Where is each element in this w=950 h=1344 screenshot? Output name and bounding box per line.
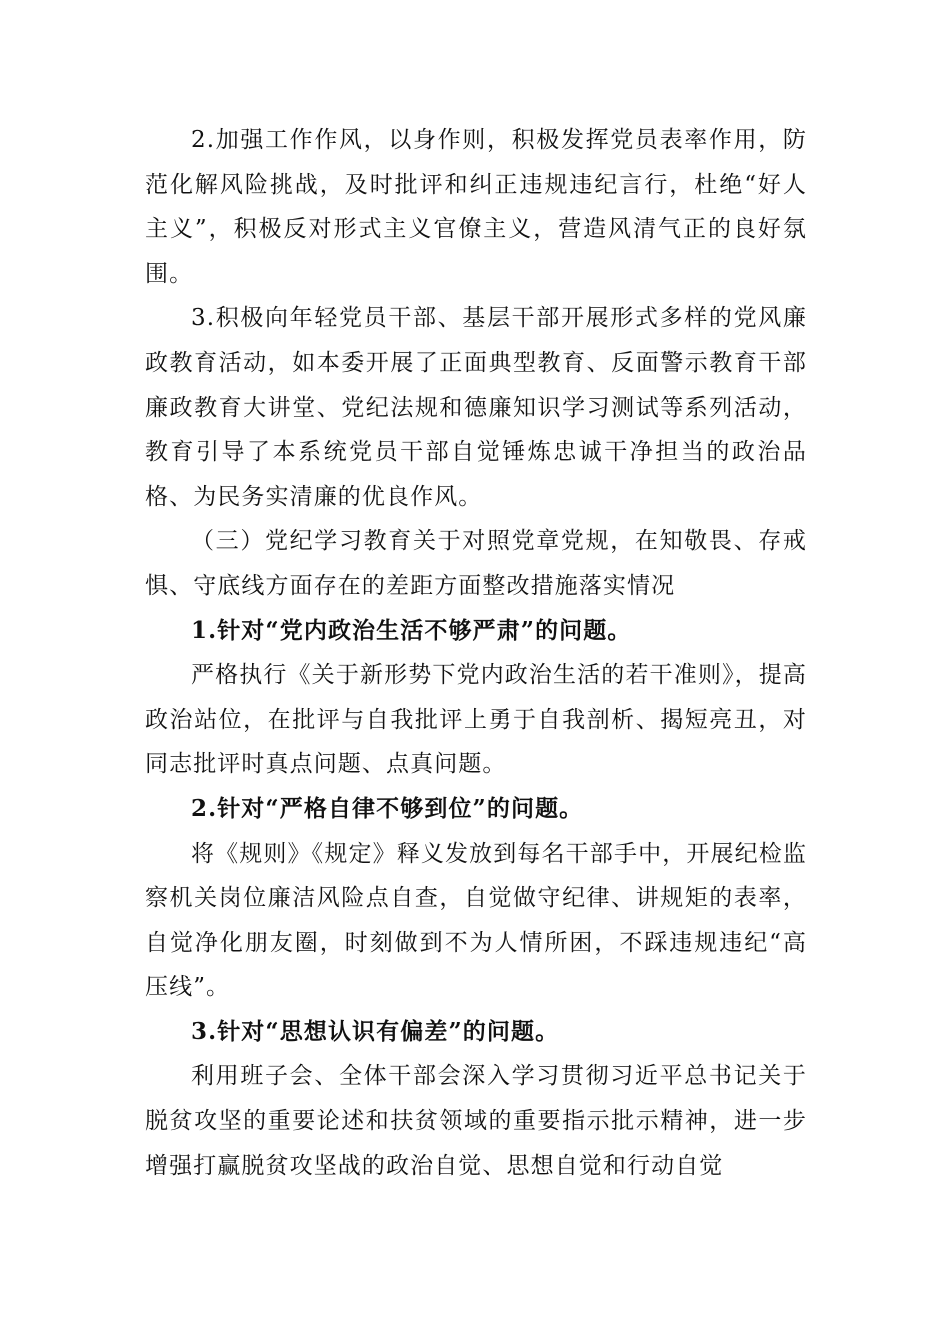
paragraph-political-life-measures: 严格执行《关于新形势下党内政治生活的若干准则》，提高政治站位，在批评与自我批评上勇于自我剖析、揭短亮丑，对同志批评时真点问题、点真问题。 <box>145 662 807 778</box>
paragraph-integrity-education: 3.积极向年轻党员干部、基层干部开展形式多样的党风廉政教育活动，如本委开展了正面典型教育、反面警示教育干部廉政教育大讲堂、党纪法规和德廉知识学习测试等系列活动，教育引导了本系统党员干部自觉锤炼忠诚干净担当的政治品格、为民务实清廉的优良作风。 <box>145 305 807 510</box>
paragraph-self-discipline-measures: 将《规则》《规定》释义发放到每名干部手中，开展纪检监察机关岗位廉洁风险点自查，自觉做守纪律、讲规矩的表率，自觉净化朋友圈，时刻做到不为人情所困，不踩违规违纪“高压线”。 <box>145 840 807 1001</box>
paragraph-work-style: 2.加强工作作风，以身作则，积极发挥党员表率作用，防范化解风险挑战，及时批评和纠正违规违纪言行，杜绝“好人主义”，积极反对形式主义官僚主义，营造风清气正的良好氛围。 <box>145 127 807 287</box>
document-body <box>145 118 807 1188</box>
section-heading-party-discipline: （三）党纪学习教育关于对照党章党规，在知敬畏、存戒惧、守底线方面存在的差距方面整改措施落实情况 <box>145 528 807 599</box>
item-heading-self-discipline: 2.针对“严格自律不够到位”的问题。 <box>191 794 584 822</box>
item-heading-ideological-understanding: 3.针对“思想认识有偏差”的问题。 <box>191 1017 560 1045</box>
paragraph-ideological-measures: 利用班子会、全体干部会深入学习贯彻习近平总书记关于脱贫攻坚的重要论述和扶贫领域的重要指示批示精神，进一步增强打赢脱贫攻坚战的政治自觉、思想自觉和行动自觉 <box>145 1063 807 1179</box>
item-heading-political-life: 1.针对“党内政治生活不够严肃”的问题。 <box>191 616 632 644</box>
